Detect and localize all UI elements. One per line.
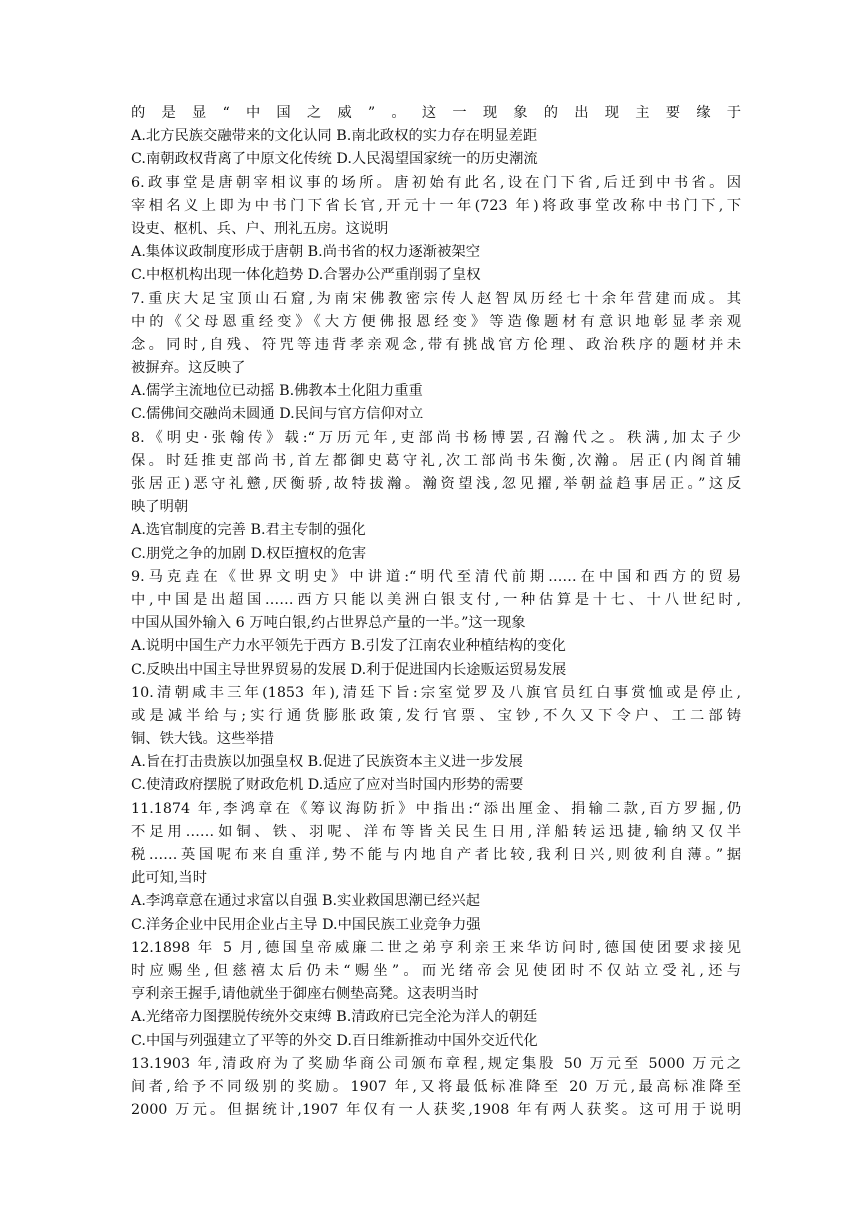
option-line: C.中枢机构出现一体化趋势 D.合署办公严重削弱了皇权: [131, 267, 481, 284]
text-line: 或是减半给与;实行通货膨胀政策,发行官票、宝钞,不久又下令户、工二部铸: [131, 707, 741, 724]
option-line: C.南朝政权背离了中原文化传统 D.人民渴望国家统一的历史潮流: [131, 151, 538, 168]
question-10-stem: 10.清朝咸丰三年(1853 年),清廷下旨:宗室觉罗及八旗官员红白事赏恤或是停止,: [131, 684, 741, 701]
text-line: 不足用……如铜、铁、羽呢、洋布等皆关民生日用,洋船转运迅捷,输纳又仅半: [131, 823, 741, 840]
text-line: 的是显“中国之威”。这一现象的出现主要缘于: [131, 105, 741, 121]
option-line: A.说明中国生产力水平领先于西方 B.引发了江南农业种植结构的变化: [131, 638, 566, 655]
text-line: 亨利亲王握手,请他就坐于御座右侧垫高凳。这表明当时: [131, 986, 479, 1003]
question-11-stem: 11.1874 年,李鸿章在《筹议海防折》中指出:“添出厘金、捐输二款,百方罗掘,仍: [131, 800, 741, 817]
option-line: A.光绪帝力图摆脱传统外交束缚 B.清政府已完全沦为洋人的朝廷: [131, 1009, 538, 1026]
option-line: C.中国与列强建立了平等的外交 D.百日维新推动中国外交近代化: [131, 1032, 538, 1049]
text-line: 映了明朝: [131, 499, 189, 516]
question-13-stem: 13.1903 年,清政府为了奖励华商公司颁布章程,规定集股 50 万元至 5000 万元之: [131, 1055, 741, 1072]
question-7-stem: 7.重庆大足宝顶山石窟,为南宋佛教密宗传人赵智凤历经七十余年营建而成。其: [131, 290, 741, 307]
option-line: A.集体议政制度形成于唐朝 B.尚书省的权力逐渐被架空: [131, 244, 480, 261]
text-line: 时应赐坐,但慈禧太后仍未“赐坐”。而光绪帝会见使团时不仅站立受礼,还与: [131, 962, 741, 979]
question-9-stem: 9.马克垚在《世界文明史》中讲道:“明代至清代前期……在中国和西方的贸易: [131, 568, 741, 585]
option-line: C.反映出中国主导世界贸易的发展 D.利于促进国内长途贩运贸易发展: [131, 661, 567, 678]
text-line: 2000 万元。但据统计,1907 年仅有一人获奖,1908 年有两人获奖。这可用于说明: [131, 1102, 741, 1119]
option-line: C.洋务企业中民用企业占主导 D.中国民族工业竞争力强: [131, 916, 481, 933]
text-line: 设吏、枢机、兵、户、刑礼五房。这说明: [131, 220, 389, 237]
text-line: 间者,给予不同级别的奖励。1907 年,又将最低标准降至 20 万元,最高标准降至: [131, 1078, 741, 1095]
text-line: 铜、铁大钱。这些举措: [131, 731, 274, 748]
option-line: A.儒学主流地位已动摇 B.佛教本土化阻力重重: [131, 383, 423, 400]
text-line: 保。时廷推吏部尚书,首左都御史葛守礼,次工部尚书朱衡,次瀚。居正(内阁首辅: [131, 452, 741, 469]
text-line: 宰相名义上即为中书门下省长官,开元十一年(723 年)将政事堂改称中书门下,下: [131, 197, 741, 214]
text-line: 被摒弃。这反映了: [131, 360, 246, 377]
exam-page: [131, 102, 741, 1122]
text-line: 税……英国呢布来自重洋,势不能与内地自产者比较,我利日兴,则彼利自薄。”据: [131, 847, 741, 863]
text-line: 中,中国是出超国……西方只能以美洲白银支付,一种估算是十七、十八世纪时,: [131, 591, 741, 608]
text-line: 中国从国外输入 6 万吨白银,约占世界总产量的一半。”这一现象: [131, 615, 526, 632]
option-line: C.儒佛间交融尚未圆通 D.民间与官方信仰对立: [131, 406, 424, 423]
option-line: A.北方民族交融带来的文化认同 B.南北政权的实力存在明显差距: [131, 128, 538, 145]
question-6-stem: 6.政事堂是唐朝宰相议事的场所。唐初始有此名,设在门下省,后迁到中书省。因: [131, 174, 741, 191]
option-line: A.选官制度的完善 B.君主专制的强化: [131, 522, 366, 539]
option-line: C.朋党之争的加剧 D.权臣擅权的危害: [131, 545, 367, 562]
text-line: 中的《父母恩重经变》《大方便佛报恩经变》等造像题材有意识地彰显孝亲观: [131, 313, 741, 330]
option-line: C.使清政府摆脱了财政危机 D.适应了应对当时国内形势的需要: [131, 777, 524, 794]
option-line: A.李鸿章意在通过求富以自强 B.实业救国思潮已经兴起: [131, 893, 480, 910]
text-line: 张居正)恶守礼戆,厌衡骄,故特拔瀚。瀚资望浅,忽见擢,举朝益趋事居正。”这反: [131, 476, 741, 492]
text-line: 此可知,当时: [131, 870, 208, 887]
question-12-stem: 12.1898 年 5 月,德国皇帝威廉二世之弟亨利亲王来华访问时,德国使团要求接见: [131, 939, 741, 956]
text-line: 念。同时,自残、符咒等违背孝亲观念,带有挑战官方伦理、政治秩序的题材并未: [131, 336, 741, 353]
question-8-stem: 8.《明史·张翰传》载:“万历元年,吏部尚书杨博罢,召瀚代之。秩满,加太子少: [131, 429, 741, 446]
option-line: A.旨在打击贵族以加强皇权 B.促进了民族资本主义进一步发展: [131, 754, 523, 771]
